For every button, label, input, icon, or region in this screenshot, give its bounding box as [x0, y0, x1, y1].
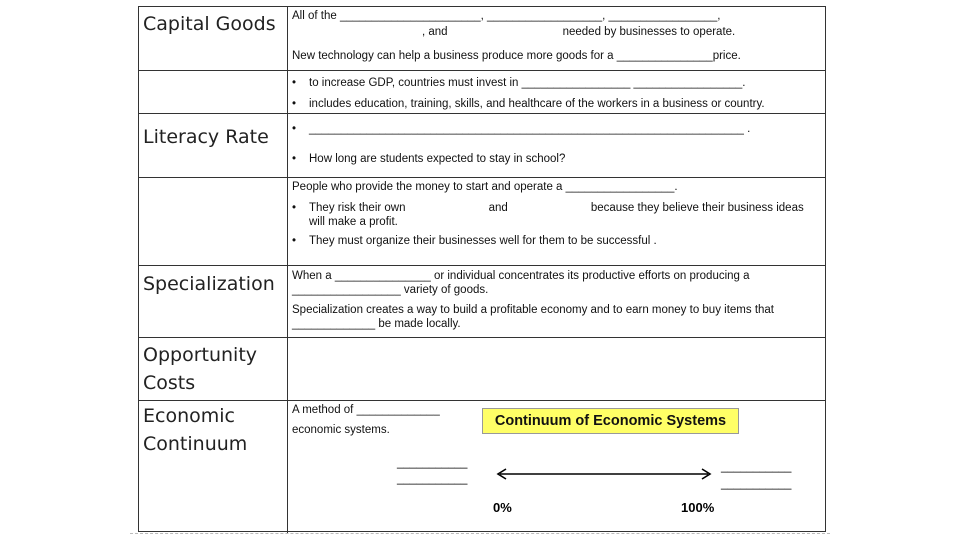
definition-line: economic systems.	[292, 424, 390, 436]
row-entrepreneurs	[139, 177, 825, 265]
definition-line: , and needed by businesses to operate.	[422, 26, 736, 38]
row-opportunity-costs	[139, 337, 825, 400]
row-specialization	[139, 265, 825, 337]
vocabulary-table	[138, 6, 826, 532]
row-literacy-rate	[139, 113, 825, 177]
bullet-item: • How long are students expected to stay in school?	[292, 153, 566, 165]
definition-entrepreneurs	[289, 178, 825, 265]
continuum-right-blanks	[721, 459, 791, 493]
definition-human-capital	[289, 71, 825, 113]
term-economic-continuum: Economic Continuum	[139, 401, 288, 533]
bullet-item: • to increase GDP, countries must invest in _________________ _________________.	[292, 77, 746, 89]
definition-line: A method of _____________	[292, 404, 440, 416]
continuum-right-label: 100%	[681, 500, 715, 515]
definition-line: New technology can help a business produce more goods for a _______________price.	[292, 50, 741, 62]
definition-line: All of the ______________________, __________________, _________________,	[292, 10, 721, 22]
definition-line: Specialization creates a way to build a profitable economy and to earn money to buy items that _____________ be made locally.	[292, 304, 774, 330]
blank-line: ___________	[721, 478, 792, 490]
continuum-left-label: 0%	[493, 500, 512, 515]
bullet-item: • ____________________________________________________________________ .	[292, 123, 751, 135]
row-human-capital	[139, 70, 825, 113]
definition-literacy-rate	[289, 114, 825, 177]
definition-line: When a _______________ or individual concentrates its productive efforts on producing a _________________ variety of goods.	[292, 270, 750, 296]
definition-capital-goods	[289, 7, 825, 70]
definition-specialization	[289, 266, 825, 337]
term-capital-goods: Capital Goods	[139, 7, 288, 70]
continuum-title: Continuum of Economic Systems	[482, 408, 739, 434]
term-opportunity-costs: Opportunity Costs	[139, 338, 288, 400]
bullet-item: • includes education, training, skills, and healthcare of the workers in a business or country.	[292, 98, 765, 110]
bullet-item: • They risk their own and because they believe their business ideas will make a profit.	[292, 202, 807, 228]
row-capital-goods	[139, 7, 825, 70]
continuum-left-blanks	[397, 455, 467, 487]
term-specialization: Specialization	[139, 266, 288, 337]
term-blank	[139, 178, 288, 265]
term-blank	[139, 71, 288, 113]
row-economic-continuum	[139, 400, 825, 533]
page-edge-divider	[130, 533, 830, 534]
blank-line: ___________	[721, 461, 792, 473]
definition-line: People who provide the money to start and operate a _________________.	[292, 181, 678, 193]
continuum-arrow	[494, 467, 714, 481]
definition-opportunity-costs	[289, 338, 825, 400]
term-literacy-rate: Literacy Rate	[139, 114, 288, 177]
blank-line: ___________	[397, 473, 468, 485]
bullet-item: • They must organize their businesses well for them to be successful .	[292, 235, 657, 247]
blank-line: ___________	[397, 457, 468, 469]
